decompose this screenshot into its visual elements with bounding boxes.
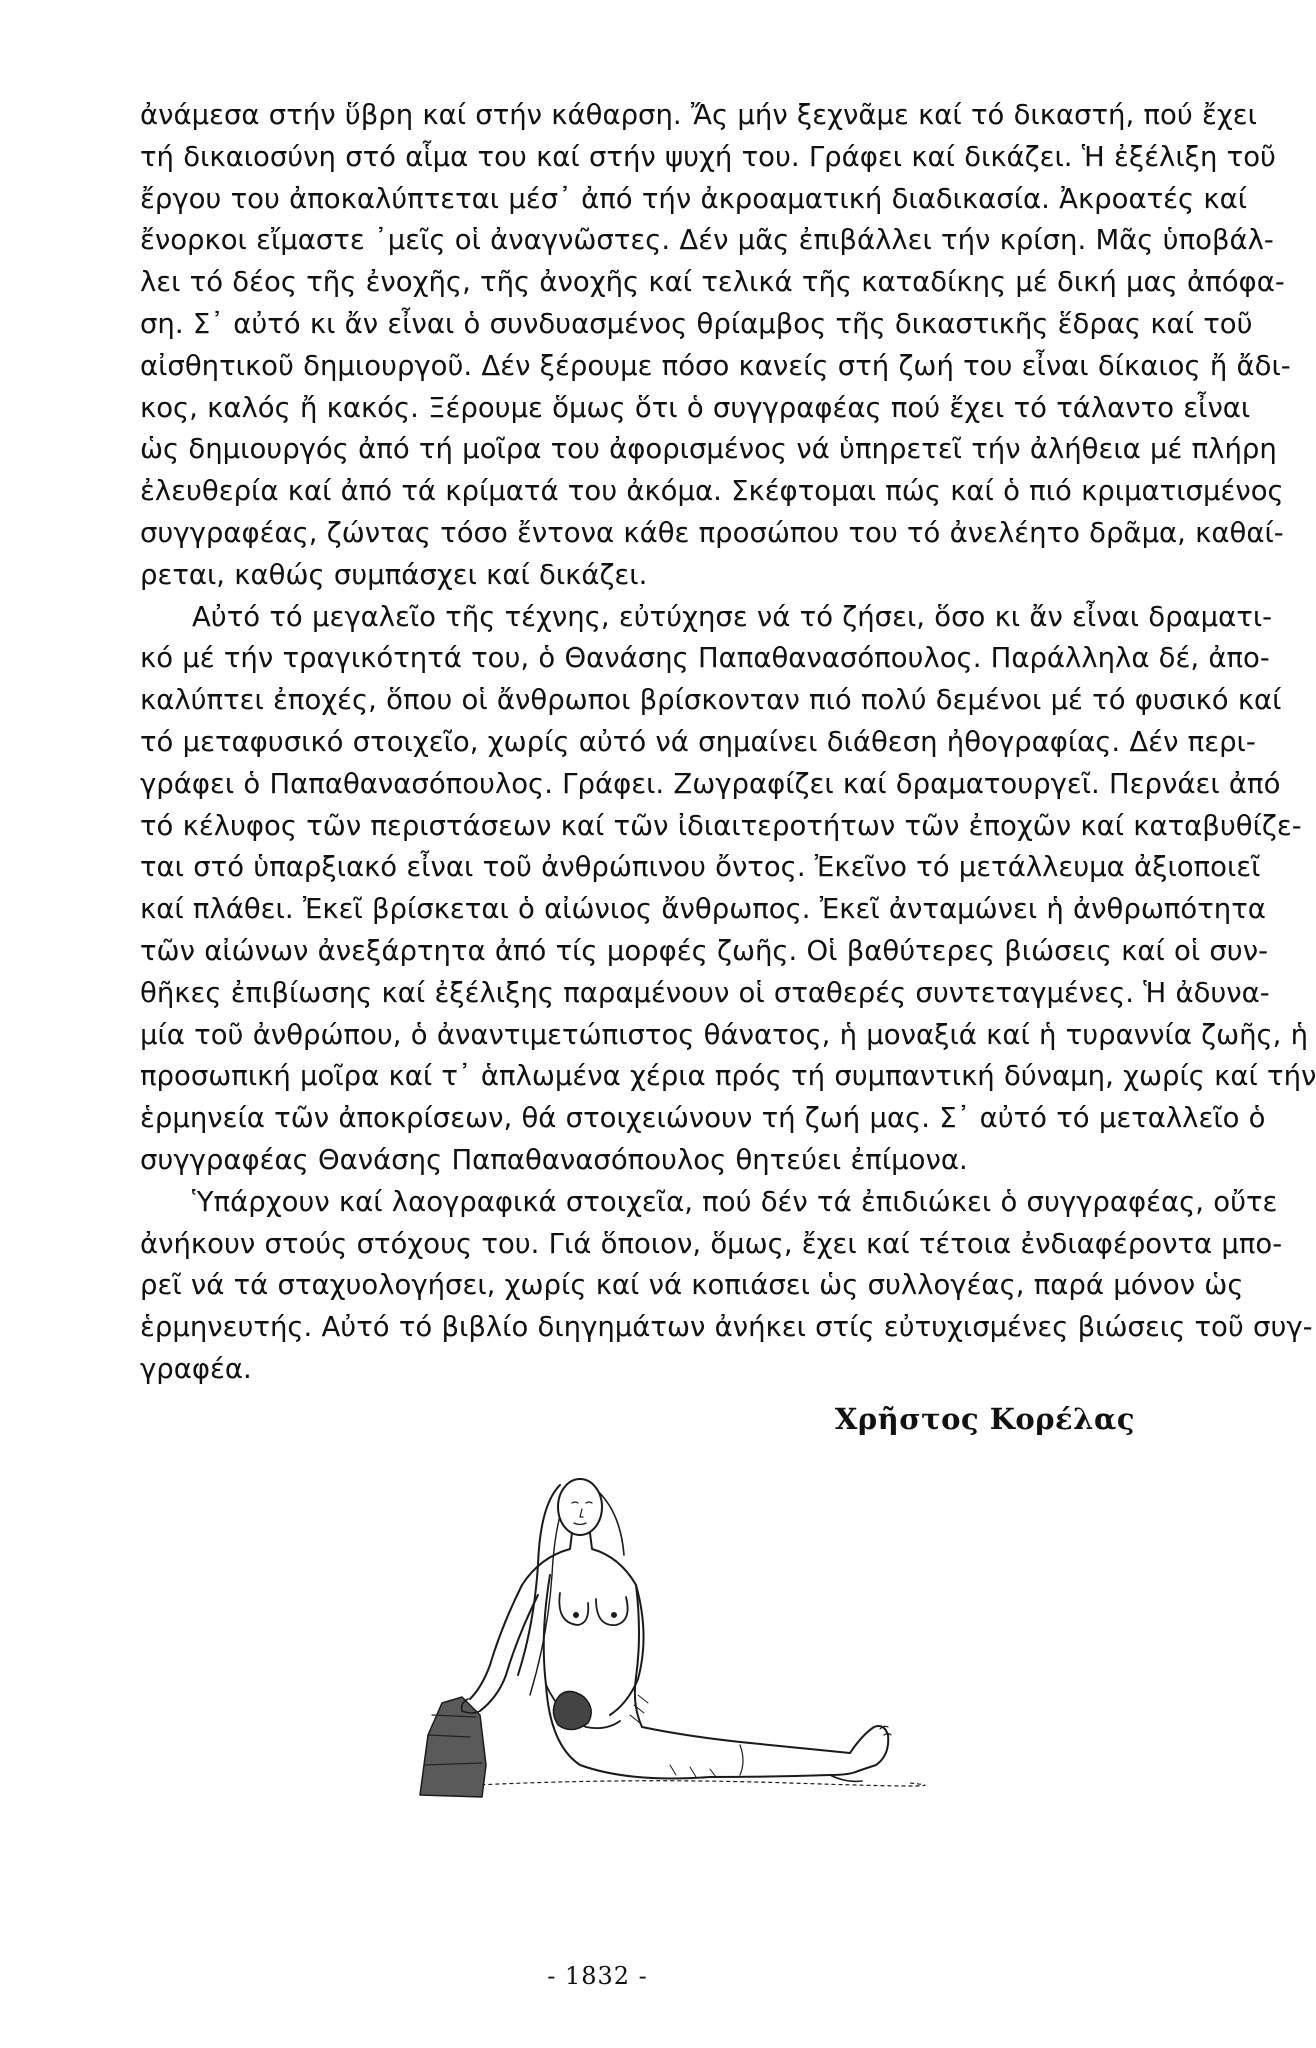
text-line: τό μεταφυσικό στοιχεῖο, χωρίς αὐτό νά σημαίνει διάθεση ἠθογραφίας. Δέν περι- [140,725,1256,758]
text-line: τό κέλυφος τῶν περιστάσεων καί τῶν ἰδιαιτεροτήτων τῶν ἐποχῶν καί καταβυθίζε- [140,809,1302,842]
text-line: τῶν αἰώνων ἀνεξάρτητα ἀπό τίς μορφές ζωῆς. Οἱ βαθύτερες βιώσεις καί οἱ συν- [140,934,1268,967]
paragraph-3 [140,1182,1313,1391]
text-line: ἀνάμεσα στήν ὕβρη καί στήν κάθαρση. Ἄς μήν ξεχνᾶμε καί τό δικαστή, πού ἔχει [140,99,1257,131]
text-line: συγγραφέας, ζώντας τόσο ἔντονα κάθε προσώπου του τό ἀνελέητο δρᾶμα, καθαί- [140,516,1284,549]
text-line: γράφει ὁ Παπαθανασόπουλος. Γράφει. Ζωγραφίζει καί δραματουργεῖ. Περνάει ἀπό [140,767,1281,800]
text-line: Αὐτό τό μεγαλεῖο τῆς τέχνης, εὐτύχησε νά τό ζήσει, ὅσο κι ἄν εἶναι δραματι- [192,600,1273,633]
text-line: ση. Σ᾽ αὐτό κι ἄν εἶναι ὁ συνδυασμένος θρίαμβος τῆς δικαστικῆς ἕδρας καί τοῦ [140,307,1253,340]
text-line: ἑρμηνεία τῶν ἀποκρίσεων, θά στοιχειώνουν τή ζωή μας. Σ᾽ αὐτό τό μεταλλεῖο ὁ [140,1102,1266,1135]
seated-figure-illustration [410,1465,930,1805]
text-line: ρεῖ νά τά σταχυολογήσει, χωρίς καί νά κοπιάσει ὡς συλλογέας, παρά μόνον ὡς [140,1269,1244,1302]
text-line: ἐλευθερία καί ἀπό τά κρίματά του ἀκόμα. Σκέφτομαι πώς καί ὁ πιό κριματισμένος [140,475,1284,508]
text-line: Ὑπάρχουν καί λαογραφικά στοιχεῖα, πού δέν τά ἐπιδιώκει ὁ συγγραφέας, οὔτε [192,1185,1278,1218]
text-line: αἰσθητικοῦ δημιουργοῦ. Δέν ξέρουμε πόσο κανείς στή ζωή του εἶναι δίκαιος ἤ ἄδι- [140,349,1291,382]
text-line: ρεται, καθώς συμπάσχει καί δικάζει. [140,558,648,591]
text-line: προσωπική μοῖρα καί τ᾽ ἁπλωμένα χέρια πρός τή συμπαντική δύναμη, χωρίς καί τήν [140,1060,1316,1093]
text-line: συγγραφέας Θανάσης Παπαθανασόπουλος θητεύει ἐπίμονα. [140,1143,968,1176]
text-line: κό μέ τήν τραγικότητά του, ὁ Θανάσης Παπαθανασόπουλος. Παράλληλα δέ, ἀπο- [140,642,1270,675]
page-number: - 1832 - [547,1962,648,1990]
text-line: κος, καλός ἤ κακός. Ξέρουμε ὅμως ὅτι ὁ συγγραφέας πού ἔχει τό τάλαντο εἶναι [140,391,1251,424]
body-text [140,95,1316,1391]
text-line: ἀνήκουν στούς στόχους του. Γιά ὅποιον, ὅμως, ἔχει καί τέτοια ἐνδιαφέροντα μπο- [140,1227,1283,1260]
text-line: μία τοῦ ἀνθρώπου, ὁ ἀναντιμετώπιστος θάνατος, ἡ μοναξιά καί ἡ τυραννία ζωῆς, ἡ [140,1018,1309,1051]
text-line: τή δικαιοσύνη στό αἷμα του καί στήν ψυχή του. Γράφει καί δικάζει. Ἡ ἐξέλιξη τοῦ [140,140,1276,173]
paragraph-1 [140,95,1291,597]
text-line: ἑρμηνευτής. Αὐτό τό βιβλίο διηγημάτων ἀνήκει στίς εὐτυχισμένες βιώσεις τοῦ συγ- [140,1311,1313,1344]
text-line: ἔργου του ἀποκαλύπτεται μέσ᾽ ἀπό τήν ἀκροαματική διαδικασία. Ἀκροατές καί [140,182,1248,215]
text-line: ται στό ὑπαρξιακό εἶναι τοῦ ἀνθρώπινου ὄντος. Ἐκεῖνο τό μετάλλευμα ἀξιοποιεῖ [140,851,1261,884]
text-line: ἔνορκοι εἴμαστε ᾿μεῖς οἱ ἀναγνῶστες. Δέν μᾶς ἐπιβάλλει τήν κρίση. Μᾶς ὑποβάλ- [140,224,1274,257]
text-line: γραφέα. [140,1352,252,1385]
text-line: καλύπτει ἐποχές, ὅπου οἱ ἄνθρωποι βρίσκονταν πιό πολύ δεμένοι μέ τό φυσικό καί [140,684,1282,717]
text-line: λει τό δέος τῆς ἐνοχῆς, τῆς ἀνοχῆς καί τελικά τῆς καταδίκης μέ δική μας ἀπόφα- [140,266,1285,299]
author-signature: Χρῆστος Κορέλας [834,1402,1135,1436]
paragraph-2 [140,597,1316,1182]
text-line: θῆκες ἐπιβίωσης καί ἐξέλιξης παραμένουν οἱ σταθερές συντεταγμένες. Ἡ ἀδυνα- [140,976,1270,1009]
text-line: καί πλάθει. Ἐκεῖ βρίσκεται ὁ αἰώνιος ἄνθρωπος. Ἐκεῖ ἀνταμώνει ἡ ἀνθρωπότητα [140,893,1266,926]
text-line: ὡς δημιουργός ἀπό τή μοῖρα του ἀφορισμένος νά ὑπηρετεῖ τήν ἀλήθεια μέ πλήρη [140,433,1277,466]
